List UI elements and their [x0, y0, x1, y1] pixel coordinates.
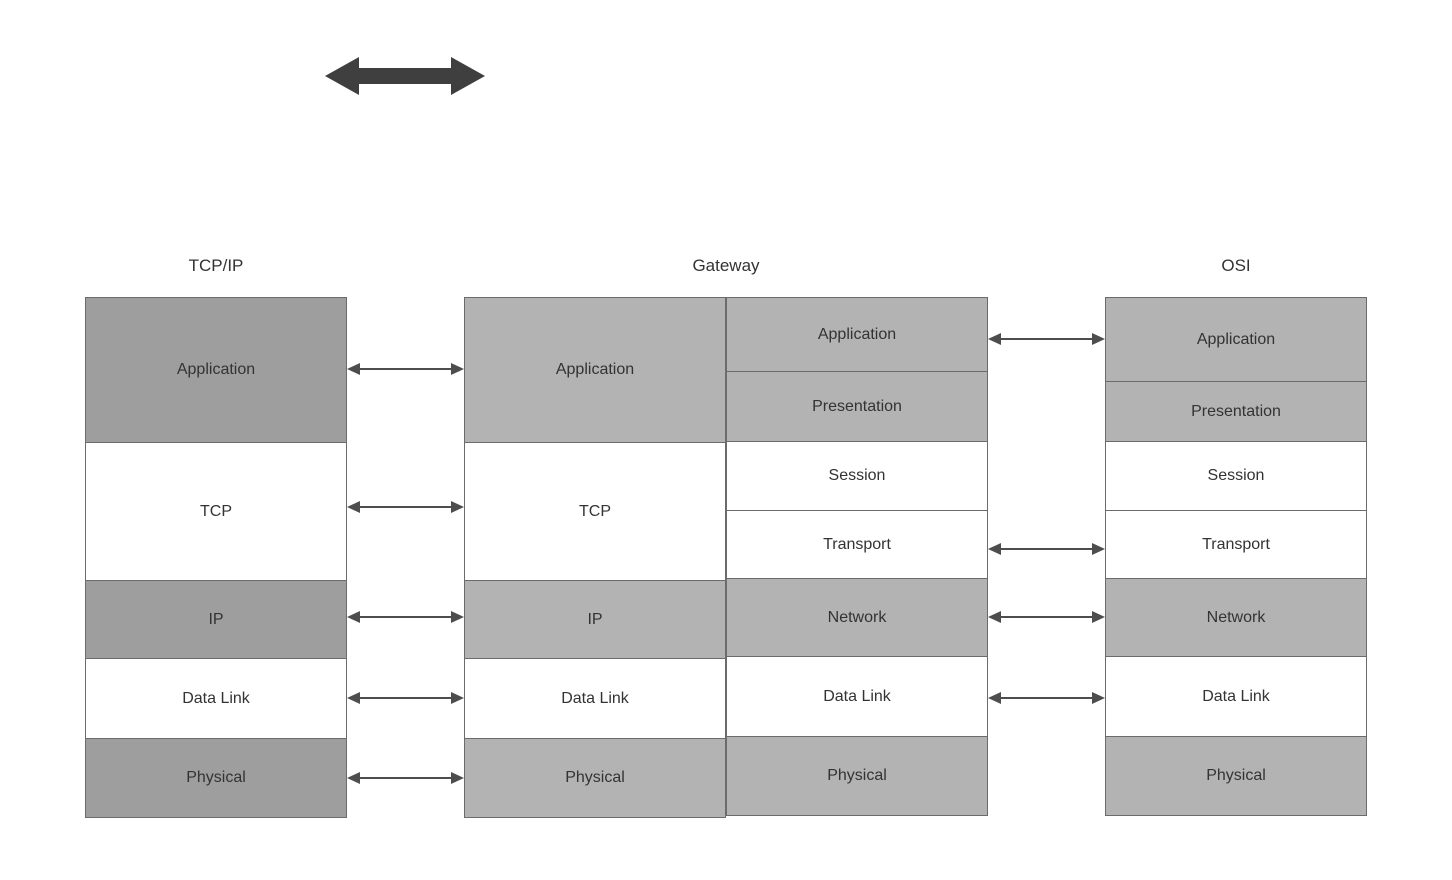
layer-label: Data Link: [561, 689, 629, 707]
gateway-left-layer-ip: [464, 580, 726, 659]
connector-network: [988, 606, 1105, 628]
layer-label: TCP: [200, 502, 232, 520]
layer-label: Data Link: [182, 689, 250, 707]
tcpip-layer-application: [85, 297, 347, 443]
tcpip-layer-tcp: [85, 442, 347, 581]
osi-layer-network: [1105, 578, 1367, 657]
osi-layer-data-link: [1105, 656, 1367, 737]
layer-label: Application: [1196, 330, 1276, 348]
layer-label: Physical: [186, 769, 246, 786]
layer-label: Data Link: [823, 687, 891, 705]
connector-transport: [988, 538, 1105, 560]
layer-label: Presentation: [1191, 402, 1281, 420]
layer-label: Application: [176, 361, 256, 378]
osi-layer-transport: [1105, 510, 1367, 579]
gateway-left-layer-data-link: [464, 658, 726, 739]
layer-label: Data Link: [1202, 687, 1270, 705]
double-arrow-icon: [325, 55, 485, 97]
layer-label: Network: [827, 608, 887, 626]
layer-label: Application: [817, 325, 897, 343]
stack-osi: [1105, 297, 1367, 816]
gateway-right-layer-presentation: [726, 371, 988, 442]
stack-gateway-left: [464, 297, 726, 818]
layer-label: Application: [555, 361, 635, 378]
stack-tcpip: [85, 297, 347, 818]
connector-application: [347, 358, 464, 380]
gateway-right-layer-physical: [726, 736, 988, 816]
tcpip-layer-ip: [85, 580, 347, 659]
tcpip-layer-physical: [85, 738, 347, 818]
osi-layer-session: [1105, 441, 1367, 511]
connector-datalink: [347, 687, 464, 709]
gateway-right-layer-network: [726, 578, 988, 657]
layer-label: Presentation: [812, 397, 902, 415]
gateway-left-layer-application: [464, 297, 726, 443]
layer-label: Session: [1207, 467, 1265, 484]
layer-label: Transport: [823, 535, 891, 553]
layer-label: Physical: [1206, 767, 1266, 784]
layer-label: Session: [828, 467, 886, 484]
layer-label: IP: [587, 610, 603, 628]
layer-label: Physical: [827, 767, 887, 784]
connector-ip: [347, 606, 464, 628]
column-title-osi: OSI: [1221, 256, 1251, 275]
osi-layer-physical: [1105, 736, 1367, 816]
layer-label: Network: [1206, 608, 1266, 626]
stack-gateway-right: [726, 297, 988, 816]
gateway-right-layer-transport: [726, 510, 988, 579]
layer-label: TCP: [579, 502, 611, 520]
gateway-right-layer-application: [726, 297, 988, 372]
connector-application: [988, 328, 1105, 350]
osi-layer-application: [1105, 297, 1367, 382]
connector-datalink: [988, 687, 1105, 709]
column-title-tcpip: TCP/IP: [188, 256, 244, 275]
connector-tcp: [347, 496, 464, 518]
connector-physical: [347, 767, 464, 789]
osi-layer-presentation: [1105, 381, 1367, 442]
column-title-gateway: Gateway: [692, 256, 760, 275]
layer-label: IP: [208, 610, 224, 628]
gateway-left-layer-tcp: [464, 442, 726, 581]
layer-label: Physical: [565, 769, 625, 786]
gateway-left-layer-physical: [464, 738, 726, 818]
gateway-right-layer-data-link: [726, 656, 988, 737]
tcpip-layer-data-link: [85, 658, 347, 739]
layer-label: Transport: [1202, 535, 1270, 553]
gateway-right-layer-session: [726, 441, 988, 511]
